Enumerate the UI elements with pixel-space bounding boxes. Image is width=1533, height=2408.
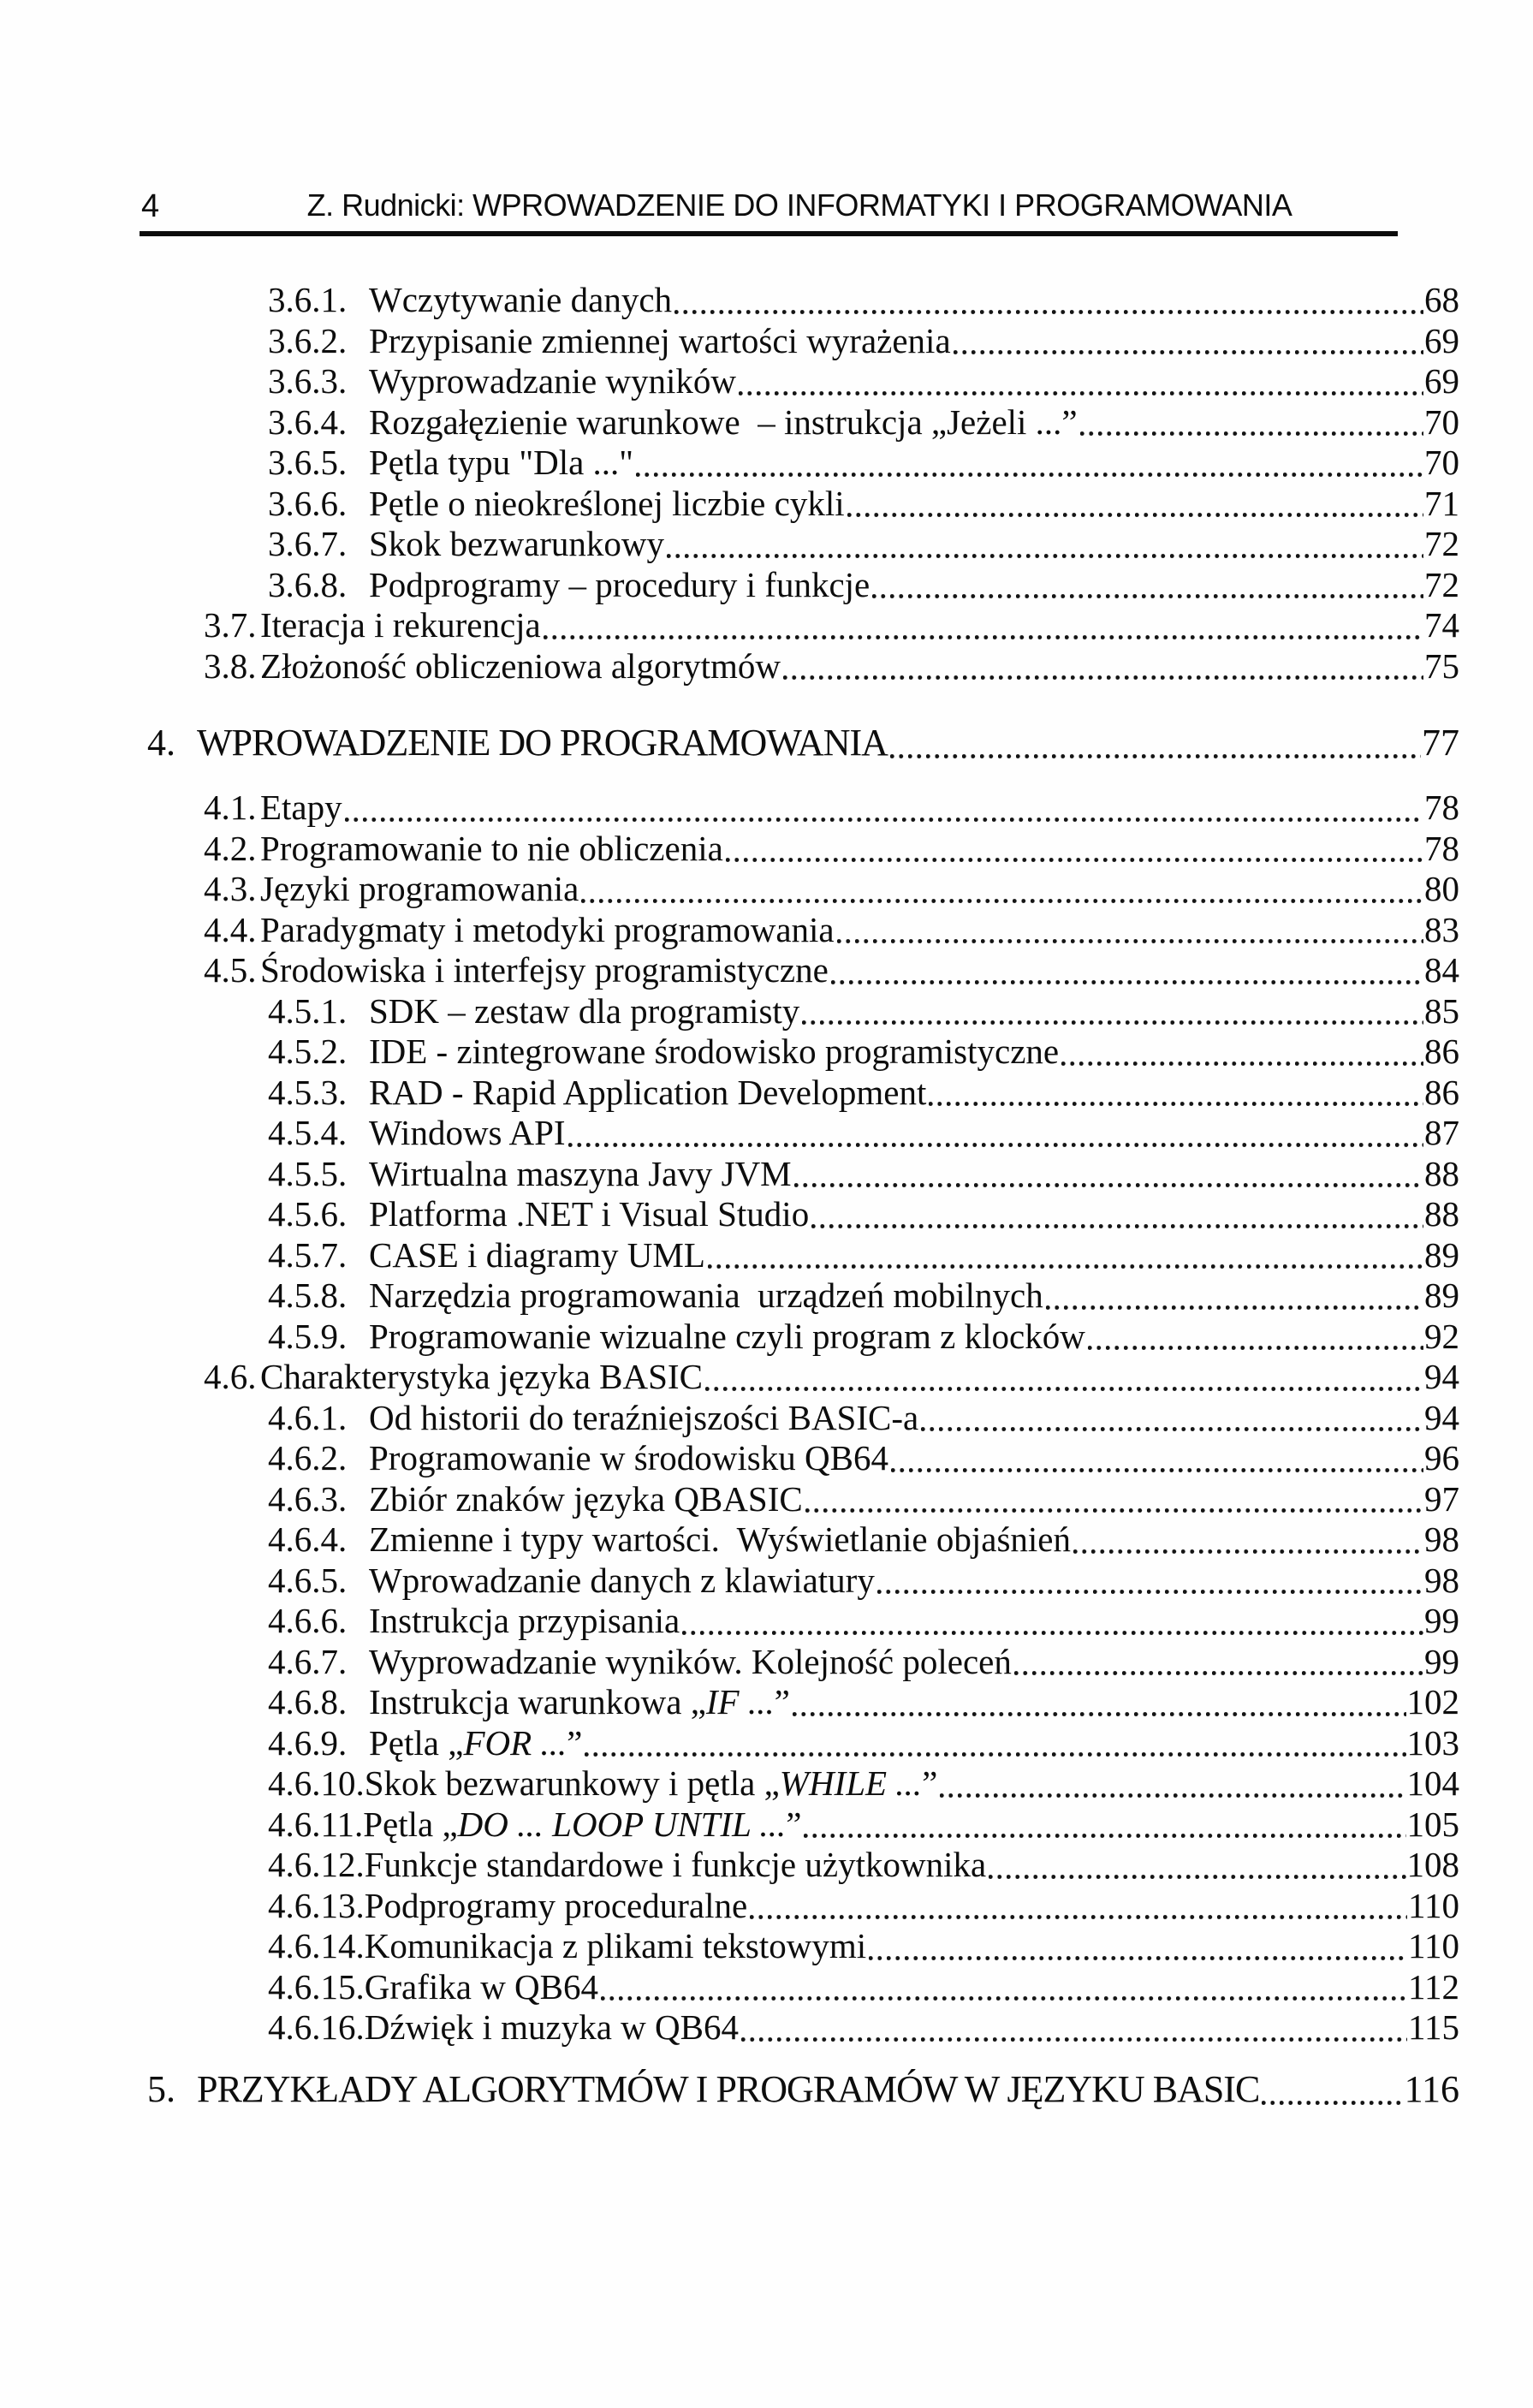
toc-entry-page: 96: [1424, 1438, 1459, 1478]
toc-entry-page: 78: [1424, 788, 1459, 827]
toc-entry-title: Dźwięk i muzyka w QB64: [364, 2007, 739, 2047]
toc-entry-number: 4.5.: [204, 950, 257, 990]
dot-leader: [866, 1926, 1408, 1967]
toc-entry: [140, 1032, 1459, 1073]
toc-entry: [140, 869, 1459, 910]
toc-entry-title: Komunikacja z plikami tekstowymi: [364, 1926, 867, 1965]
toc-entry: [140, 1886, 1459, 1927]
toc-entry: [140, 829, 1459, 870]
dot-leader: [1259, 2067, 1404, 2112]
toc-entry-number: 3.6.8.: [268, 564, 348, 604]
toc-entry: [140, 1479, 1459, 1520]
dot-leader: [672, 280, 1424, 321]
toc-entry: [140, 321, 1459, 362]
toc-entry-title: Windows API: [369, 1113, 566, 1152]
dot-leader: [680, 1601, 1424, 1642]
toc-entry-page: 80: [1424, 869, 1459, 908]
toc-entry-number: 4.5.1.: [268, 990, 348, 1031]
toc-entry-number: 4.3.: [204, 869, 257, 908]
toc-entry: [140, 1561, 1459, 1602]
toc-entry-number: 4.4.: [204, 909, 257, 949]
toc-entry: [140, 1194, 1459, 1235]
toc-entry-number: 3.6.4.: [268, 401, 348, 442]
dot-leader: [845, 484, 1424, 525]
toc-entry-page: 69: [1424, 361, 1459, 401]
dot-leader: [799, 991, 1424, 1032]
toc-entry: [140, 788, 1459, 829]
toc-entry-page: 68: [1424, 280, 1459, 319]
toc-entry-page: 104: [1406, 1763, 1459, 1803]
toc-entry-title: [369, 1682, 790, 1723]
toc-entry-number: 4.: [147, 722, 175, 764]
toc-title-text: ”: [922, 1763, 938, 1803]
toc-entry-page: 110: [1408, 1926, 1459, 1965]
toc-entry-title: Programowanie w środowisku QB64: [369, 1438, 888, 1478]
running-header: [140, 188, 1459, 223]
toc-entry: [140, 1601, 1459, 1642]
toc-entry-title: Od historii do teraźniejszości BASIC-a: [369, 1397, 919, 1437]
toc-entry-title: Grafika w QB64: [364, 1966, 599, 2007]
dot-leader: [1043, 1275, 1424, 1317]
dot-leader: [703, 1357, 1424, 1398]
toc-entry-page: 94: [1424, 1397, 1459, 1437]
toc-entry-number: 4.2.: [204, 828, 257, 868]
toc-entry: [140, 2067, 1459, 2112]
section-gap: [140, 765, 1459, 788]
section-gap: [140, 687, 1459, 721]
table-of-contents: [140, 280, 1459, 2112]
toc-entry-title: Iteracja i rekurencja: [260, 605, 541, 645]
dot-leader: [1078, 402, 1424, 443]
toc-entry-number: 3.7.: [204, 605, 257, 645]
toc-entry-number: 4.5.9.: [268, 1316, 348, 1356]
toc-entry-number: 4.6.: [204, 1357, 257, 1396]
dot-leader: [918, 1398, 1424, 1439]
section-gap: [140, 2048, 1459, 2067]
dot-leader: [541, 605, 1424, 646]
toc-entry: [140, 1357, 1459, 1398]
toc-entry: [140, 361, 1459, 402]
toc-entry-page: 102: [1406, 1682, 1459, 1721]
toc-entry-number: 4.1.: [204, 788, 257, 827]
toc-entry: [140, 1845, 1459, 1886]
toc-entry-page: 87: [1424, 1113, 1459, 1152]
toc-title-text: ”: [774, 1682, 790, 1721]
toc-entry-number: 4.6.1.: [268, 1397, 348, 1437]
toc-entry-title: Programowanie wizualne czyli program z klocków: [369, 1316, 1085, 1356]
toc-entry-number: 4.5.3.: [268, 1072, 348, 1112]
toc-title-keyword: IF ...: [705, 1682, 775, 1721]
toc-entry-page: 103: [1406, 1722, 1459, 1763]
toc-entry: [140, 1723, 1459, 1764]
toc-entry-page: 92: [1424, 1316, 1459, 1356]
dot-leader: [781, 646, 1424, 687]
toc-entry-title: IDE - zintegrowane środowisko programistyczne: [369, 1032, 1060, 1071]
dot-leader: [801, 1805, 1406, 1846]
toc-entry-number: 4.5.4.: [268, 1113, 348, 1152]
toc-entry-number: 5.: [147, 2067, 175, 2110]
toc-entry-number: 4.6.2.: [268, 1438, 348, 1478]
toc-entry-page: 70: [1424, 401, 1459, 442]
toc-entry-title: Zbiór znaków języka QBASIC: [369, 1478, 803, 1519]
toc-entry-title: Podprogramy proceduralne: [364, 1885, 748, 1925]
dot-leader: [1071, 1519, 1424, 1561]
toc-entry: [140, 1926, 1459, 1967]
toc-entry-title: CASE i diagramy UML: [369, 1234, 705, 1275]
toc-entry: [140, 443, 1459, 484]
toc-entry: [140, 605, 1459, 646]
dot-leader: [582, 1723, 1406, 1764]
toc-entry-page: 83: [1424, 909, 1459, 949]
toc-entry: [140, 1763, 1459, 1805]
toc-entry-number: 4.6.14.: [268, 1926, 365, 1965]
toc-entry-page: 74: [1424, 605, 1459, 645]
toc-entry-number: 3.6.2.: [268, 320, 348, 360]
header-page-number: 4: [141, 188, 160, 224]
toc-entry-page: 77: [1422, 722, 1459, 764]
dot-leader: [803, 1479, 1424, 1520]
toc-entry-title: Wyprowadzanie wyników: [369, 361, 737, 401]
toc-title-text: Instrukcja warunkowa „: [369, 1682, 706, 1721]
toc-entry-page: 85: [1424, 990, 1459, 1031]
toc-entry-page: 69: [1424, 320, 1459, 360]
toc-entry-title: Skok bezwarunkowy: [369, 524, 665, 563]
dot-leader: [1059, 1032, 1424, 1073]
toc-entry-number: 4.6.7.: [268, 1641, 348, 1681]
dot-leader: [835, 910, 1424, 951]
toc-entry-page: 105: [1406, 1804, 1459, 1844]
toc-entry-number: 4.6.13.: [268, 1885, 365, 1925]
toc-entry: [140, 1154, 1459, 1195]
toc-entry-page: 72: [1424, 564, 1459, 604]
toc-entry-number: 4.6.9.: [268, 1722, 348, 1763]
toc-entry-number: 4.5.8.: [268, 1275, 348, 1315]
toc-entry-title: RAD - Rapid Application Development: [369, 1072, 927, 1112]
toc-entry-title: Paradygmaty i metodyki programowania: [260, 909, 835, 949]
dot-leader: [723, 829, 1424, 870]
toc-entry: [140, 1113, 1459, 1154]
toc-entry: [140, 1438, 1459, 1479]
toc-entry-page: 71: [1424, 483, 1459, 523]
toc-entry-page: 98: [1424, 1560, 1459, 1600]
toc-entry: [140, 1682, 1459, 1723]
toc-entry-page: 88: [1424, 1194, 1459, 1234]
toc-entry: [140, 721, 1459, 765]
dot-leader: [566, 1113, 1424, 1154]
dot-leader: [739, 2007, 1408, 2048]
dot-leader: [829, 950, 1424, 991]
dot-leader: [792, 1154, 1424, 1195]
toc-entry-title: WPROWADZENIE DO PROGRAMOWANIA: [197, 722, 888, 764]
dot-leader: [888, 1438, 1424, 1479]
toc-entry: [140, 402, 1459, 443]
toc-entry-page: 99: [1424, 1641, 1459, 1681]
toc-title-keyword: WHILE ...: [779, 1763, 923, 1803]
toc-entry-number: 4.6.8.: [268, 1682, 348, 1721]
toc-entry-page: 112: [1408, 1966, 1459, 2007]
toc-entry-title: Pętla typu "Dla ...": [369, 443, 634, 482]
dot-leader: [579, 869, 1424, 910]
toc-entry-title: Programowanie to nie obliczenia: [260, 828, 723, 868]
dot-leader: [809, 1194, 1424, 1235]
dot-leader: [951, 321, 1424, 362]
toc-entry-page: 116: [1404, 2067, 1459, 2110]
toc-entry-number: 4.6.4.: [268, 1519, 348, 1559]
toc-entry-page: 108: [1406, 1845, 1459, 1884]
dot-leader: [664, 524, 1424, 565]
dot-leader: [937, 1763, 1406, 1805]
dot-leader: [1012, 1642, 1424, 1683]
toc-entry-number: 4.5.6.: [268, 1194, 348, 1234]
toc-entry: [140, 2007, 1459, 2048]
toc-entry-number: 4.6.15.: [268, 1966, 365, 2007]
toc-entry: [140, 1642, 1459, 1683]
running-title: Z. Rudnicki: WPROWADZENIE DO INFORMATYKI I PROGRAMOWANIA: [306, 187, 1292, 223]
toc-entry: [140, 910, 1459, 951]
toc-title-text: Pętla „: [369, 1722, 464, 1763]
toc-entry: [140, 1317, 1459, 1358]
toc-entry: [140, 950, 1459, 991]
toc-entry-title: Podprogramy – procedury i funkcje: [369, 564, 870, 604]
toc-entry-page: 89: [1424, 1275, 1459, 1315]
toc-entry-title: Rozgałęzienie warunkowe – instrukcja „Jeżeli ...”: [369, 401, 1078, 442]
toc-entry-page: 94: [1424, 1357, 1459, 1396]
toc-entry-page: 78: [1424, 828, 1459, 868]
toc-entry: [140, 565, 1459, 606]
toc-entry-number: 4.6.3.: [268, 1478, 348, 1519]
toc-entry-number: 3.6.3.: [268, 361, 348, 401]
toc-entry-page: 86: [1424, 1032, 1459, 1071]
toc-title-text: ”: [567, 1722, 583, 1763]
toc-entry: [140, 991, 1459, 1032]
toc-entry-number: 4.6.11.: [268, 1804, 364, 1844]
dot-leader: [598, 1967, 1408, 2008]
toc-entry: [140, 1967, 1459, 2008]
toc-title-keyword: DO ... LOOP UNTIL ...: [457, 1804, 787, 1844]
dot-leader: [870, 565, 1424, 606]
dot-leader: [736, 361, 1424, 402]
toc-entry-title: [365, 1763, 938, 1805]
toc-entry-number: 4.5.7.: [268, 1234, 348, 1275]
toc-entry: [140, 1235, 1459, 1276]
toc-entry-number: 3.8.: [204, 645, 257, 686]
toc-entry-page: 86: [1424, 1072, 1459, 1112]
toc-entry-title: Etapy: [260, 788, 342, 827]
toc-entry-page: 84: [1424, 950, 1459, 990]
toc-entry-number: 4.5.5.: [268, 1153, 348, 1193]
toc-entry: [140, 280, 1459, 321]
toc-entry: [140, 1275, 1459, 1317]
toc-entry-title: [369, 1723, 582, 1764]
toc-entry-title: Wirtualna maszyna Javy JVM: [369, 1153, 792, 1193]
toc-entry-number: 3.6.6.: [268, 483, 348, 523]
toc-entry-number: 3.6.1.: [268, 280, 348, 319]
dot-leader: [705, 1235, 1424, 1276]
toc-entry-page: 110: [1408, 1885, 1459, 1925]
toc-title-text: Skok bezwarunkowy i pętla „: [364, 1763, 780, 1803]
dot-leader: [633, 443, 1424, 484]
toc-entry-number: 4.6.6.: [268, 1601, 348, 1640]
toc-entry-number: 4.6.5.: [268, 1560, 348, 1600]
toc-entry-page: 99: [1424, 1601, 1459, 1640]
toc-entry-number: 3.6.5.: [268, 443, 348, 482]
dot-leader: [875, 1561, 1424, 1602]
toc-entry-title: Funkcje standardowe i funkcje użytkownika: [364, 1845, 987, 1884]
dot-leader: [342, 788, 1424, 829]
toc-entry: [140, 1073, 1459, 1114]
dot-leader: [790, 1682, 1407, 1723]
toc-entry-title: Wyprowadzanie wyników. Kolejność poleceń: [369, 1641, 1012, 1681]
toc-entry: [140, 1519, 1459, 1561]
toc-entry-title: Zmienne i typy wartości. Wyświetlanie objaśnień: [369, 1519, 1071, 1559]
toc-entry-title: Pętle o nieokreślonej liczbie cykli: [369, 483, 845, 523]
toc-entry: [140, 1805, 1459, 1846]
dot-leader: [747, 1886, 1408, 1927]
toc-entry-page: 115: [1408, 2007, 1459, 2047]
toc-entry-page: 89: [1424, 1234, 1459, 1275]
toc-entry-title: Środowiska i interfejsy programistyczne: [260, 950, 829, 990]
toc-entry-title: Platforma .NET i Visual Studio: [369, 1194, 810, 1234]
toc-entry-number: 4.6.10.: [268, 1763, 365, 1803]
toc-entry-number: 4.6.16.: [268, 2007, 365, 2047]
toc-entry-page: 88: [1424, 1153, 1459, 1193]
toc-entry-number: 3.6.7.: [268, 524, 348, 563]
toc-entry-number: 4.6.12.: [268, 1845, 365, 1884]
toc-entry-page: 97: [1424, 1478, 1459, 1519]
toc-entry-page: 75: [1424, 645, 1459, 686]
toc-entry-page: 72: [1424, 524, 1459, 563]
dot-leader: [986, 1845, 1406, 1886]
dot-leader: [1085, 1317, 1424, 1358]
dot-leader: [888, 721, 1422, 765]
toc-title-text: Pętla „: [363, 1804, 458, 1844]
toc-entry-title: Charakterystyka języka BASIC: [260, 1357, 703, 1396]
toc-entry: [140, 484, 1459, 525]
toc-entry-title: Instrukcja przypisania: [369, 1601, 680, 1640]
toc-entry-page: 98: [1424, 1519, 1459, 1559]
toc-entry-title: SDK – zestaw dla programisty: [369, 990, 800, 1031]
toc-entry-number: 4.5.2.: [268, 1032, 348, 1071]
toc-entry: [140, 524, 1459, 565]
toc-title-text: ”: [786, 1804, 802, 1844]
toc-entry-title: Przypisanie zmiennej wartości wyrażenia: [369, 320, 951, 360]
toc-entry-title: [363, 1805, 801, 1846]
toc-entry-title: Narzędzia programowania urządzeń mobilnych: [369, 1275, 1043, 1315]
toc-entry-page: 70: [1424, 443, 1459, 482]
toc-entry-title: Języki programowania: [260, 869, 579, 908]
toc-entry-title: Złożoność obliczeniowa algorytmów: [260, 645, 781, 686]
toc-title-keyword: FOR ...: [463, 1722, 567, 1763]
toc-entry: [140, 1398, 1459, 1439]
toc-entry-title: Wprowadzanie danych z klawiatury: [369, 1560, 875, 1600]
dot-leader: [926, 1073, 1424, 1114]
header-rule: [140, 231, 1398, 236]
toc-entry: [140, 646, 1459, 687]
toc-entry-title: PRZYKŁADY ALGORYTMÓW I PROGRAMÓW W JĘZYKU BASIC: [197, 2067, 1260, 2110]
toc-entry-title: Wczytywanie danych: [369, 280, 673, 319]
